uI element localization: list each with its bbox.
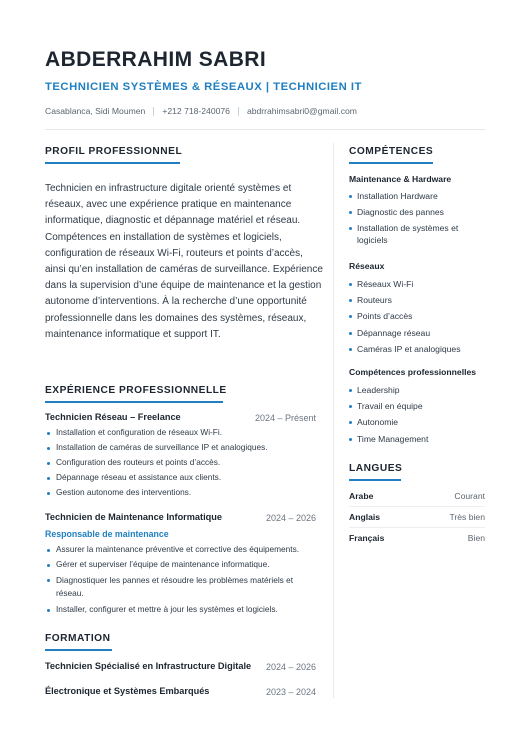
skill-list	[349, 278, 487, 359]
candidate-name: ABDERRAHIM SABRI	[45, 48, 267, 71]
skill-item: Diagnostic des pannes	[349, 206, 487, 218]
job-bullet: Installer, configurer et mettre à jour les systèmes et logiciels.	[45, 604, 320, 614]
header-divider	[45, 129, 485, 130]
job-bullet: Configuration des routeurs et points d’accès.	[45, 457, 330, 467]
job-date: 2024 – Présent	[254, 413, 316, 423]
skill-item: Installation de systèmes et logiciels	[349, 222, 487, 246]
education-heading-underline	[45, 649, 112, 651]
skills-heading-underline	[349, 162, 433, 164]
contact-line	[45, 106, 357, 116]
profile-text: Technicien en infrastructure digitale orienté systèmes et réseaux, avec une expérience pratique en maintenance informatique, diagnostic et dépannage matériel et réseau. Compétences en installation de systèmes et logiciels, configuration de réseaux Wi-Fi, routeurs et points d’accès, ainsi qu’en installation de caméras de surveillance. Expérience dans la supervision d’une équipe de maintenance et la gestion autonome d’interventions. À la recherche d’une opportunité professionnelle dans les domaines des systèmes, réseaux, maintenance informatique et support IT.	[45, 183, 323, 340]
skill-item: Caméras IP et analogiques	[349, 343, 487, 355]
education-title: Technicien Spécialisé en Infrastructure Digitale	[45, 661, 252, 671]
column-divider	[333, 143, 334, 698]
languages-heading-underline	[349, 479, 401, 481]
profile-heading: PROFIL PROFESSIONNEL	[45, 146, 183, 157]
job-bullet: Installation et configuration de réseaux Wi-Fi.	[45, 427, 330, 437]
skill-item: Routeurs	[349, 294, 487, 306]
language-row	[349, 485, 485, 507]
skill-item: Réseaux Wi-Fi	[349, 278, 487, 290]
contact-phone[interactable]: +212 718-240076	[162, 106, 230, 116]
job-title: Technicien de Maintenance Informatique	[45, 512, 222, 522]
skill-item: Installation Hardware	[349, 190, 487, 202]
education-title: Électronique et Systèmes Embarqués	[45, 686, 210, 696]
experience-heading: EXPÉRIENCE PROFESSIONNELLE	[45, 385, 227, 396]
skill-group-title: Compétences professionnelles	[349, 367, 477, 377]
job-title: Technicien Réseau – Freelance	[45, 412, 181, 422]
education-date: 2023 – 2024	[265, 687, 316, 697]
language-row	[349, 506, 485, 528]
job-bullet: Dépannage réseau et assistance aux clients.	[45, 472, 330, 482]
skill-item: Autonomie	[349, 416, 487, 428]
skill-item: Leadership	[349, 384, 487, 396]
job-bullet: Diagnostiquer les pannes et résoudre les problèmes matériels et réseau.	[45, 574, 320, 599]
job-bullet: Gérer et superviser l’équipe de maintenance informatique.	[45, 559, 320, 569]
experience-heading-underline	[45, 401, 223, 403]
language-name: Anglais	[349, 511, 381, 522]
languages-heading: LANGUES	[349, 463, 403, 474]
skills-heading: COMPÉTENCES	[349, 146, 434, 157]
skill-item: Points d’accès	[349, 310, 487, 322]
skill-group-title: Maintenance & Hardware	[349, 174, 452, 184]
skill-item: Travail en équipe	[349, 400, 487, 412]
job-bullet: Gestion autonome des interventions.	[45, 487, 330, 497]
candidate-title: TECHNICIEN SYSTÈMES & RÉSEAUX | TECHNICIEN IT	[45, 81, 362, 93]
education-heading: FORMATION	[45, 633, 111, 644]
skill-list	[349, 190, 487, 251]
skill-list	[349, 384, 487, 449]
contact-email[interactable]: abdrrahimsabri0@gmail.com	[246, 106, 357, 116]
language-level: Très bien	[449, 511, 485, 522]
language-row	[349, 527, 485, 548]
skill-group-title: Réseaux	[349, 261, 385, 271]
job-bullet: Assurer la maintenance préventive et corrective des équipements.	[45, 544, 320, 554]
job-date: 2024 – 2026	[265, 513, 316, 523]
job-bullet: Installation de caméras de surveillance IP et analogiques.	[45, 442, 330, 452]
language-level: Bien	[467, 532, 485, 543]
contact-separator	[238, 107, 239, 116]
language-name: Français	[349, 532, 385, 543]
profile-heading-underline	[45, 162, 180, 164]
skill-item: Time Management	[349, 433, 487, 445]
job-bullets	[45, 427, 330, 497]
contact-separator	[153, 107, 154, 116]
contact-location: Casablanca, Sidi Moumen	[45, 106, 146, 116]
job-bullets	[45, 544, 320, 614]
job-subtitle: Responsable de maintenance	[45, 529, 169, 539]
language-name: Arabe	[349, 490, 374, 501]
education-date: 2024 – 2026	[265, 662, 316, 672]
skill-item: Dépannage réseau	[349, 327, 487, 339]
language-level: Courant	[454, 490, 485, 501]
